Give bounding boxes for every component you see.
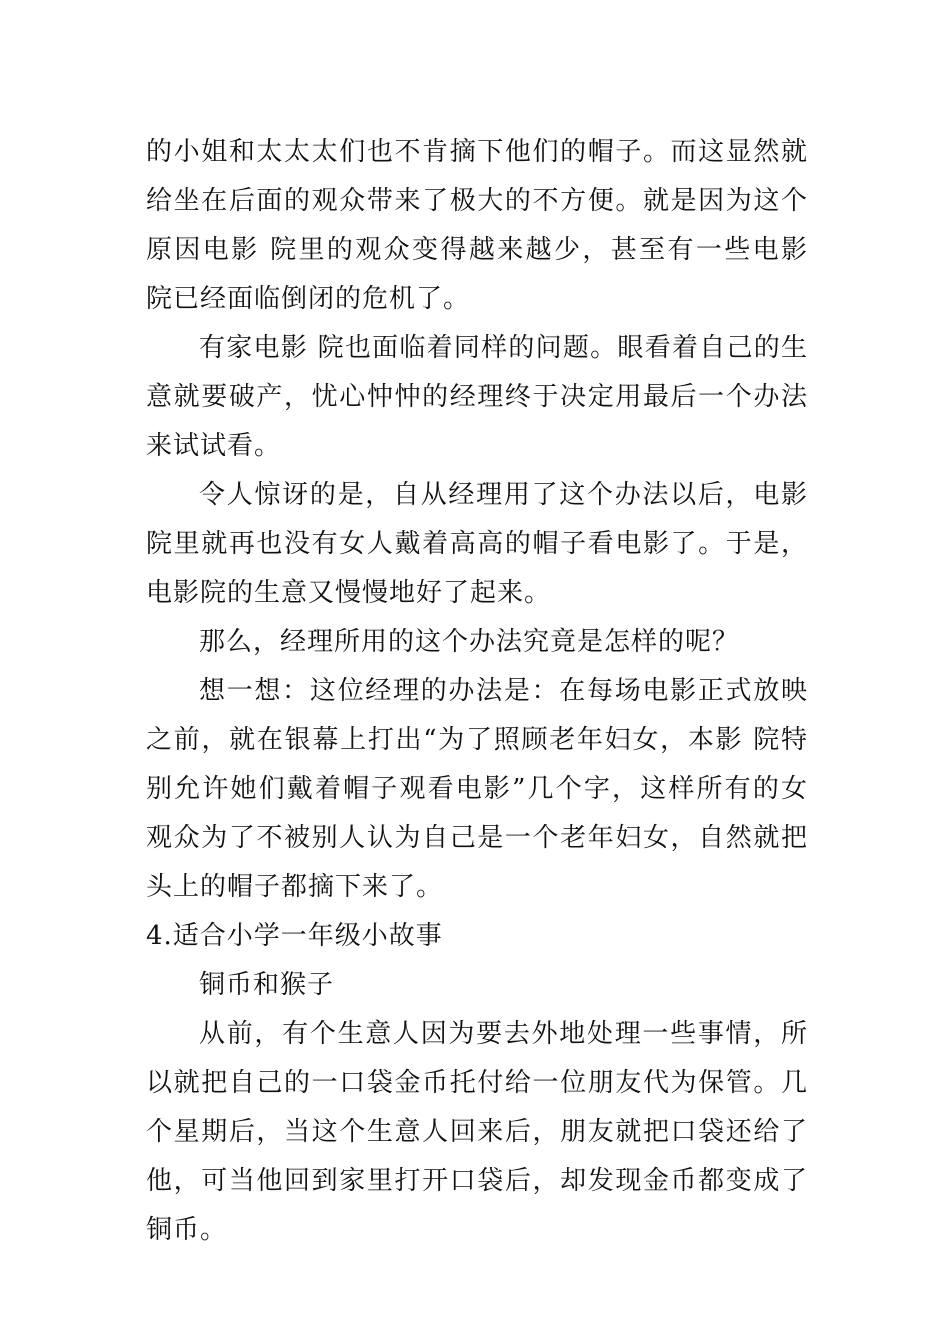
story-title: 铜币和猴子 [199, 970, 335, 1000]
section-heading: 4.适合小学一年级小故事 [146, 921, 443, 951]
paragraph-p4: 那么，经理所用的这个办法究竟是怎样的呢？ [199, 627, 740, 657]
paragraph-p1: 的小姐和太太太们也不肯摘下他们的帽子。而这显然就给坐在后面的观众带来了极大的不方便。就是因为这个原因电影 院里的观众变得越来越少，甚至有一些电影 院已经面临倒闭的危机了。 [146, 137, 808, 314]
story-paragraph-s1: 从前，有个生意人因为要去外地处理一些事情，所以就把自己的一口袋金币托付给一位朋友代为保管。几个星期后，当这个生意人回来后，朋友就把口袋还给了他，可当他回到家里打开口袋后，却发现金币都变成了铜币。 [146, 1019, 808, 1245]
paragraph-p2: 有家电影 院也面临着同样的问题。眼看着自己的生意就要破产，忧心忡忡的经理终于决定用最后一个办法来试试看。 [146, 333, 808, 461]
document-body [146, 128, 808, 1255]
paragraph-p3: 令人惊讶的是，自从经理用了这个办法以后，电影 院里就再也没有女人戴着高高的帽子看电影了。于是，电影院的生意又慢慢地好了起来。 [146, 480, 808, 608]
paragraph-p5: 想一想：这位经理的办法是：在每场电影正式放映之前，就在银幕上打出“为了照顾老年妇女，本影 院特别允许她们戴着帽子观看电影”几个字，这样所有的女观众为了不被别人认为自己是一个老年妇女，自然就把头上的帽子都摘下来了。 [146, 676, 808, 902]
